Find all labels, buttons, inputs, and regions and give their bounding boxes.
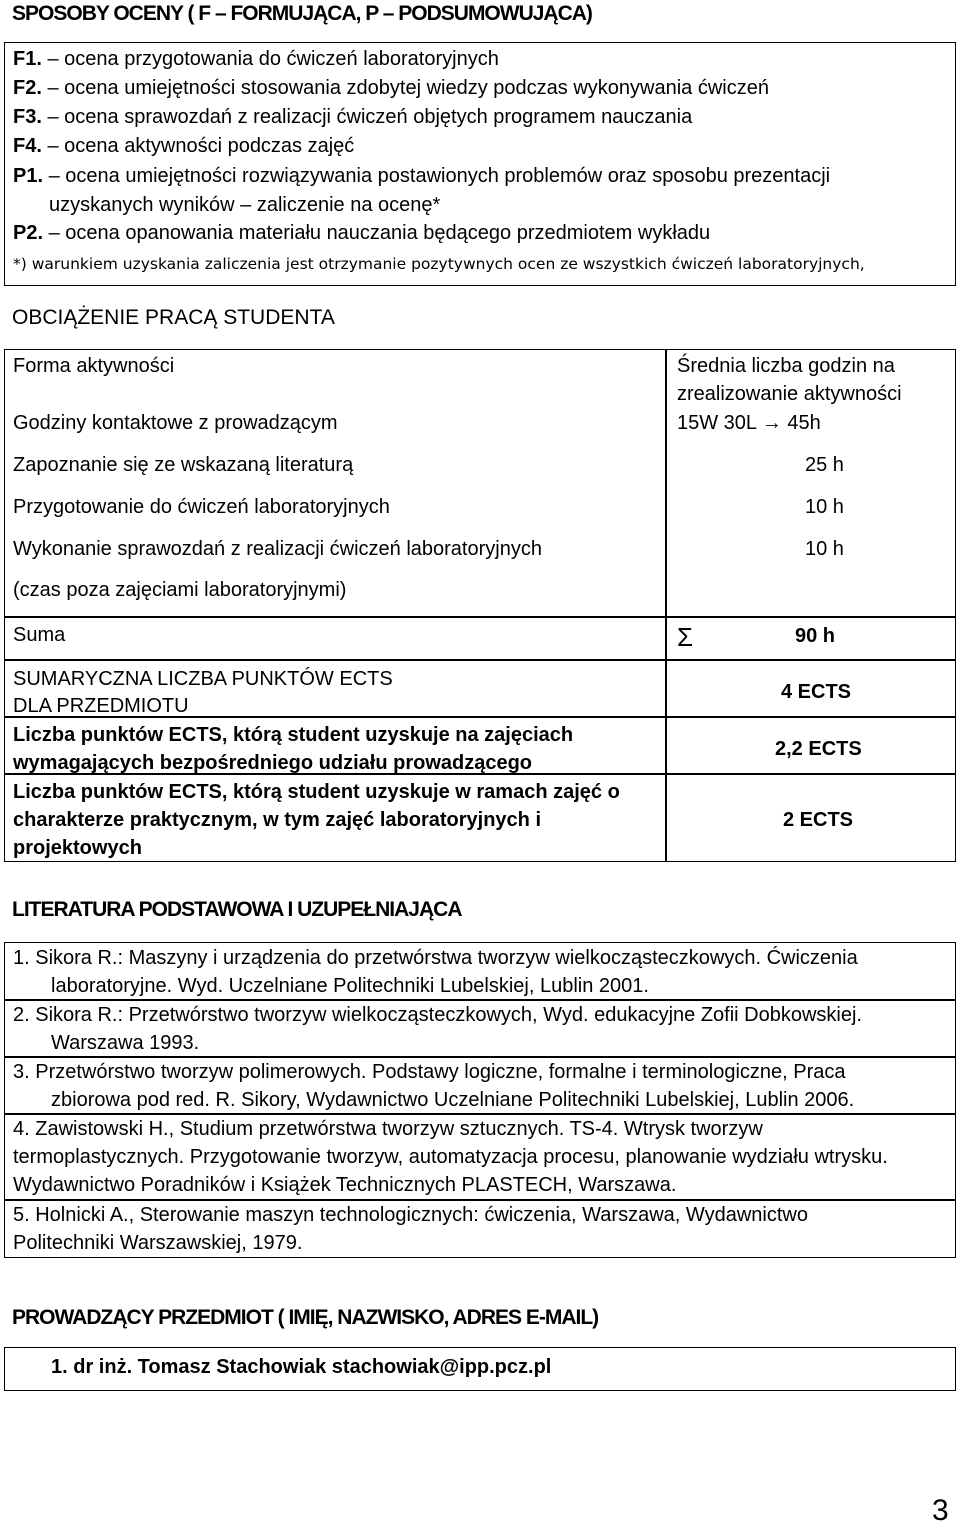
methods-title: SPOSOBY OCENY ( F – FORMUJĄCA, P – PODSUMOWUJĄCA) (12, 2, 592, 25)
row-prep-value: 10 h (805, 496, 844, 518)
methods-footnote: *) warunkiem uzyskania zaliczenia jest otrzymanie pozytywnych ocen ze wszystkich ćwiczeń laboratoryjnych, (13, 255, 865, 273)
col-hours-header-2: zrealizowanie aktywności (677, 383, 902, 405)
lit-4-line-3: Wydawnictwo Poradników i Książek Technicznych PLASTECH, Warszawa. (13, 1174, 677, 1196)
ects-practical-label-1: Liczba punktów ECTS, którą student uzyskuje w ramach zajęć o (13, 781, 620, 803)
ects-practical-label-3: projektowych (13, 837, 142, 859)
lit-1-line-2: laboratoryjne. Wyd. Uczelniane Politechniki Lubelskiej, Lublin 2001. (51, 975, 649, 997)
workload-title: OBCIĄŻENIE PRACĄ STUDENTA (12, 306, 335, 329)
ects-contact-label-2: wymagających bezpośredniego udziału prowadzącego (13, 752, 533, 774)
method-f1: F1. – ocena przygotowania do ćwiczeń laboratoryjnych (13, 48, 499, 70)
method-f4: F4. – ocena aktywności podczas zajęć (13, 135, 355, 157)
literature-box (4, 942, 956, 1258)
row-outside-label: (czas poza zajęciami laboratoryjnymi) (13, 579, 347, 601)
literature-title: LITERATURA PODSTAWOWA I UZUPEŁNIAJĄCA (12, 898, 462, 921)
ects-contact-label-1: Liczba punktów ECTS, którą student uzyskuje na zajęciach (13, 724, 574, 746)
col-hours-header-1: Średnia liczba godzin na (677, 355, 895, 377)
row-reports-value: 10 h (805, 538, 844, 560)
row-contact-label: Godziny kontaktowe z prowadzącym (13, 412, 338, 434)
teacher-box (4, 1347, 956, 1391)
lit-2-line-2: Warszawa 1993. (51, 1032, 200, 1054)
sum-value: 90 h (795, 625, 836, 647)
ects-total-label-2: DLA PRZEDMIOTU (13, 695, 189, 717)
row-literature-value: 25 h (805, 454, 844, 476)
row-contact-value: 15W 30L → 45h (677, 412, 821, 434)
lit-5-line-2: Politechniki Warszawskiej, 1979. (13, 1232, 303, 1254)
teacher-entry: 1. dr inż. Tomasz Stachowiak stachowiak@ipp.pcz.pl (51, 1356, 552, 1378)
method-f2: F2. – ocena umiejętności stosowania zdobytej wiedzy podczas wykonywania ćwiczeń (13, 77, 769, 99)
workload-table (4, 349, 956, 862)
ects-total-label-1: SUMARYCZNA LICZBA PUNKTÓW ECTS (13, 668, 393, 690)
lit-1-line-1: 1. Sikora R.: Maszyny i urządzenia do przetwórstwa tworzyw wielkocząsteczkowych. Ćwiczenia (13, 947, 858, 969)
page-number: 3 (932, 1494, 949, 1527)
method-p1: P1. – ocena umiejętności rozwiązywania postawionych problemów oraz sposobu prezentacji (13, 165, 831, 187)
ects-practical-label-2: charakterze praktycznym, w tym zajęć laboratoryjnych i (13, 809, 541, 831)
lit-4-line-1: 4. Zawistowski H., Studium przetwórstwa tworzyw sztucznych. TS-4. Wtrysk tworzyw (13, 1118, 763, 1140)
lit-3-line-1: 3. Przetwórstwo tworzyw polimerowych. Podstawy logiczne, formalne i terminologiczne, Praca (13, 1061, 846, 1083)
row-reports-label: Wykonanie sprawozdań z realizacji ćwiczeń laboratoryjnych (13, 538, 542, 560)
lit-4-line-2: termoplastycznych. Przygotowanie tworzyw, automatyzacja procesu, planowanie wydziału wtrysku. (13, 1146, 888, 1168)
col-activity-header: Forma aktywności (13, 355, 175, 377)
lit-5-line-1: 5. Holnicki A., Sterowanie maszyn technologicznych: ćwiczenia, Warszawa, Wydawnictwo (13, 1204, 808, 1226)
row-prep-label: Przygotowanie do ćwiczeń laboratoryjnych (13, 496, 390, 518)
sum-label: Suma (13, 624, 66, 646)
ects-contact-value: 2,2 ECTS (775, 738, 862, 760)
method-p2: P2. – ocena opanowania materiału nauczania będącego przedmiotem wykładu (13, 222, 711, 244)
method-p1-cont: uzyskanych wyników – zaliczenie na ocenę* (49, 194, 441, 216)
methods-box (4, 42, 956, 286)
ects-practical-value: 2 ECTS (783, 809, 854, 831)
row-literature-label: Zapoznanie się ze wskazaną literaturą (13, 454, 354, 476)
ects-total-value: 4 ECTS (781, 681, 852, 703)
method-f3: F3. – ocena sprawozdań z realizacji ćwiczeń objętych programem nauczania (13, 106, 693, 128)
lit-3-line-2: zbiorowa pod red. R. Sikory, Wydawnictwo Uczelniane Politechniki Lubelskiej, Lublin 2006. (51, 1089, 855, 1111)
lit-2-line-1: 2. Sikora R.: Przetwórstwo tworzyw wielkocząsteczkowych, Wyd. edukacyjne Zofii Dobkowskiej. (13, 1004, 862, 1026)
sum-icon: Σ (677, 622, 694, 652)
teacher-title: PROWADZĄCY PRZEDMIOT ( IMIĘ, NAZWISKO, ADRES E-MAIL) (12, 1306, 599, 1329)
